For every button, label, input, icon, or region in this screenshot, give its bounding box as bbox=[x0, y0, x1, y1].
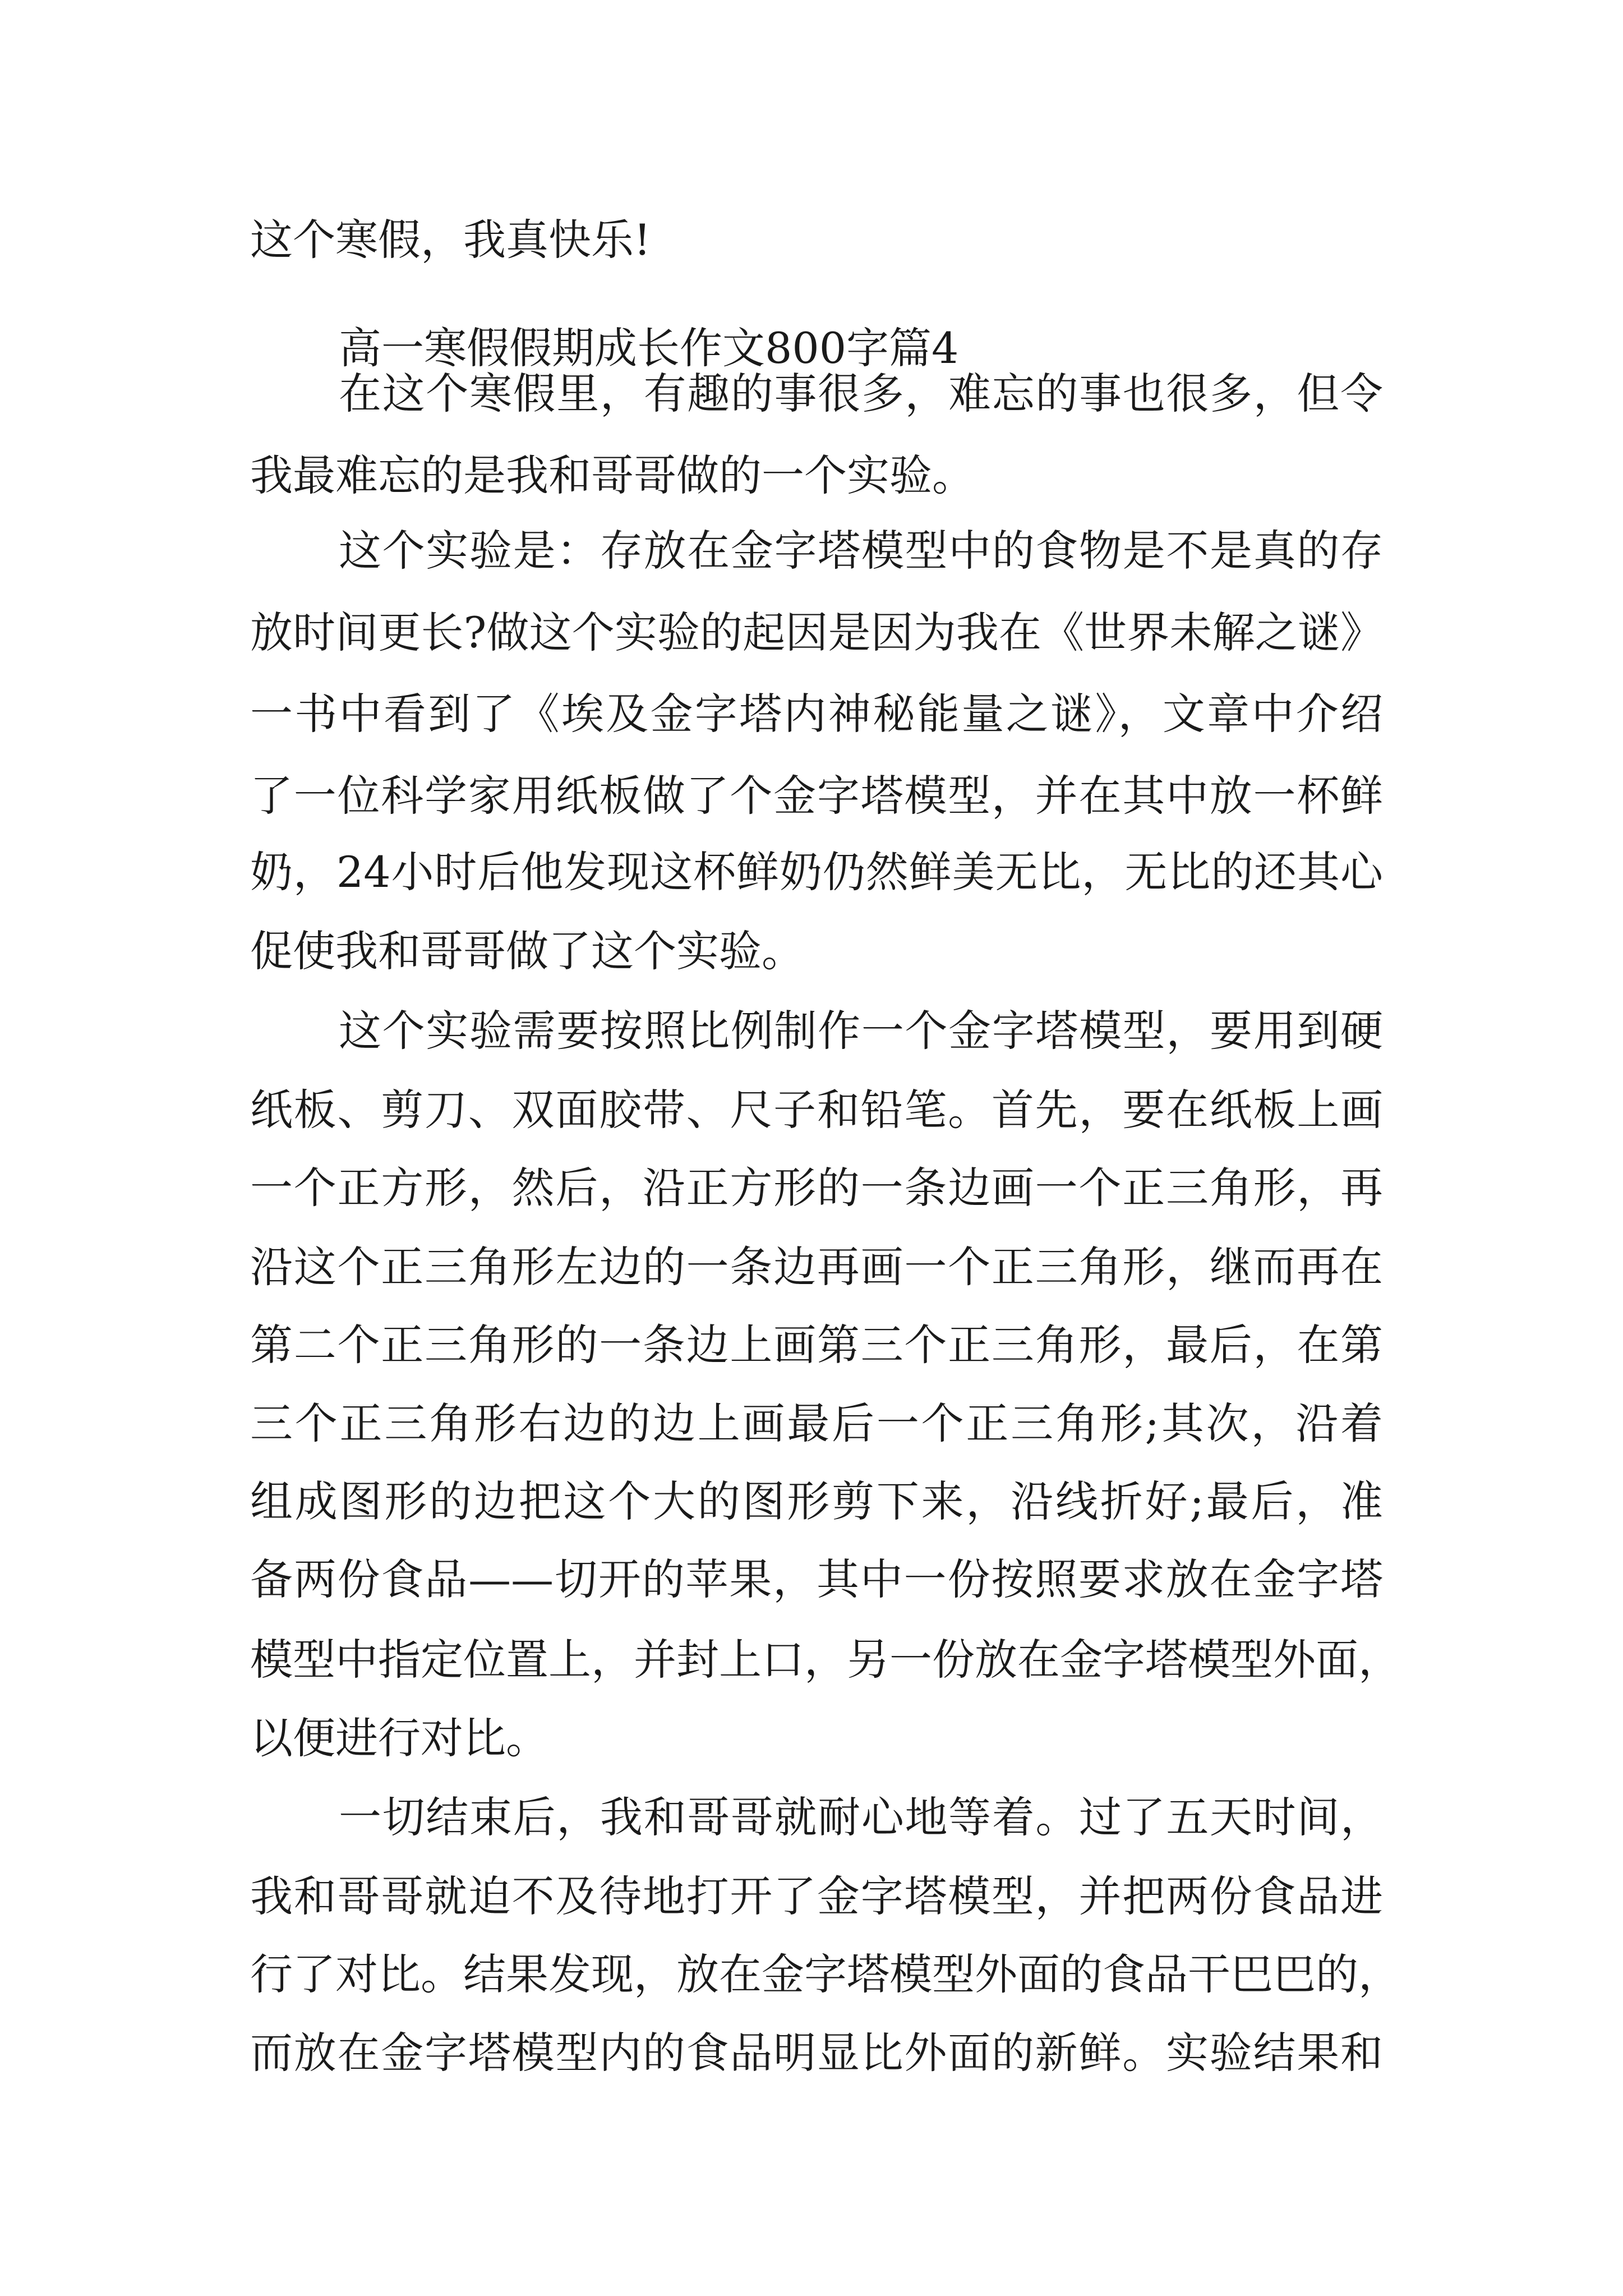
text-line: 沿这个正三角形左边的一条边再画一个正三角形，继而再在 bbox=[250, 1242, 1383, 1292]
text-line: 纸板、剪刀、双面胶带、尺子和铅笔。首先，要在纸板上画 bbox=[250, 1085, 1383, 1135]
text-line: 奶，24小时后他发现这杯鲜奶仍然鲜美无比，无比的还其心 bbox=[250, 847, 1383, 897]
text-line: 我最难忘的是我和哥哥做的一个实验。 bbox=[250, 450, 975, 500]
section-heading: 高一寒假假期成长作文800字篇4 bbox=[339, 323, 959, 373]
text-line: 一书中看到了《埃及金字塔内神秘能量之谜》，文章中介绍 bbox=[250, 689, 1383, 739]
text-line: 而放在金字塔模型内的食品明显比外面的新鲜。实验结果和 bbox=[250, 2028, 1383, 2078]
text-line: 以便进行对比。 bbox=[250, 1713, 548, 1763]
text-line: 了一位科学家用纸板做了个金字塔模型，并在其中放一杯鲜 bbox=[250, 771, 1383, 821]
text-line: 组成图形的边把这个大的图形剪下来，沿线折好;最后，准 bbox=[250, 1476, 1383, 1526]
text-line: 模型中指定位置上，并封上口，另一份放在金字塔模型外面， bbox=[250, 1635, 1401, 1685]
text-line: 促使我和哥哥做了这个实验。 bbox=[250, 926, 804, 976]
text-line: 一切结束后，我和哥哥就耐心地等着。过了五天时间， bbox=[339, 1792, 1383, 1842]
text-line: 这个实验需要按照比例制作一个金字塔模型，要用到硬 bbox=[339, 1006, 1383, 1056]
text-line: 这个实验是：存放在金字塔模型中的食物是不是真的存 bbox=[339, 526, 1383, 576]
text-line: 这个寒假，我真快乐! bbox=[250, 215, 651, 265]
text-line: 在这个寒假里，有趣的事很多，难忘的事也很多，但令 bbox=[339, 369, 1383, 418]
text-line: 我和哥哥就迫不及待地打开了金字塔模型，并把两份食品进 bbox=[250, 1871, 1383, 1921]
text-line: 三个正三角形右边的边上画最后一个正三角形;其次，沿着 bbox=[250, 1398, 1383, 1448]
text-line: 行了对比。结果发现，放在金字塔模型外面的食品干巴巴的， bbox=[250, 1949, 1401, 1999]
text-line: 一个正方形，然后，沿正方形的一条边画一个正三角形，再 bbox=[250, 1163, 1383, 1213]
text-line: 备两份食品——切开的苹果，其中一份按照要求放在金字塔 bbox=[250, 1554, 1383, 1604]
text-line: 第二个正三角形的一条边上画第三个正三角形，最后，在第 bbox=[250, 1320, 1383, 1370]
text-line: 放时间更长?做这个实验的起因是因为我在《世界未解之谜》 bbox=[250, 608, 1383, 657]
